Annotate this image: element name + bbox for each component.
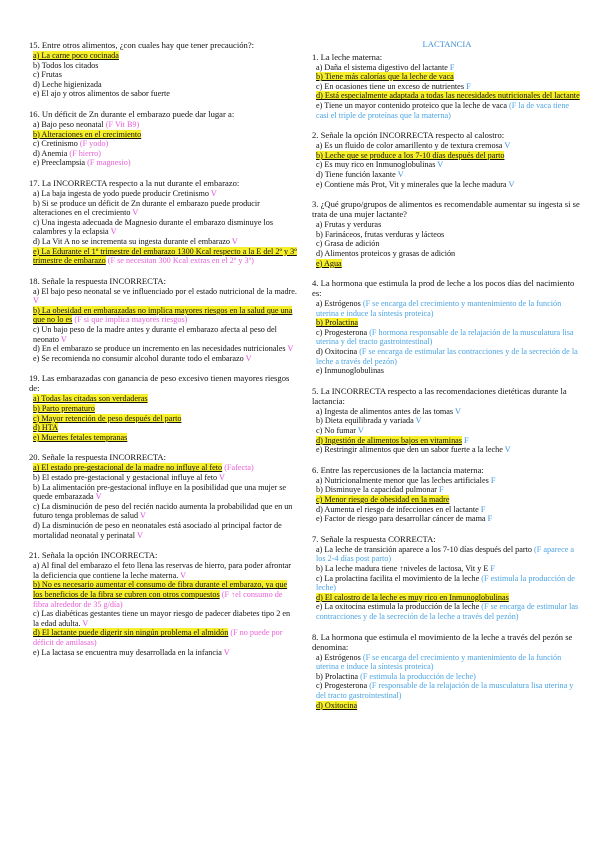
question-block	[29, 373, 297, 442]
answer-text: a) La carne poco cocinada	[33, 51, 119, 60]
answer-option	[33, 433, 297, 443]
answer-text: d) Anemia	[33, 148, 68, 158]
question-block	[312, 130, 582, 189]
answer-mark: V	[138, 511, 146, 521]
answer-text: a) El estado pre-gestacional de la madre no influye al feto	[33, 463, 223, 473]
answer-option	[33, 199, 297, 218]
answer-text: e) Contiene más Prot, Vit y minerales que la leche madura	[316, 179, 507, 189]
answer-option	[316, 141, 582, 151]
answer-option	[316, 72, 582, 82]
answer-text: b) Dieta equilibrada y variada	[316, 416, 414, 426]
answer-option	[316, 347, 582, 366]
answer-mark: V	[413, 416, 422, 426]
answer-option	[316, 151, 582, 161]
answer-note: (F se encarga del crecimiento y mantenimiento de la función uterina e induce la síntesis proteica)	[316, 299, 562, 318]
answer-note: (F hierro)	[67, 148, 101, 158]
answer-option	[33, 237, 297, 247]
answer-option	[316, 259, 582, 269]
answer-option	[33, 189, 297, 199]
answer-option	[33, 414, 297, 424]
answer-mark: V	[229, 236, 238, 246]
answer-option	[316, 476, 582, 486]
answer-text: e) Se recomienda no consumir alcohol durante todo el embarazo	[33, 353, 244, 363]
answer-mark: V	[243, 353, 252, 363]
answer-option	[316, 63, 582, 73]
answer-note: (Fafecta)	[222, 463, 254, 473]
question-text: 18. Señale la respuesta INCORRECTA:	[29, 275, 167, 286]
question-block	[312, 534, 582, 622]
answer-option	[33, 561, 297, 580]
answer-option	[33, 70, 297, 80]
question-block	[29, 109, 297, 168]
answer-option	[316, 180, 582, 190]
answer-text: b) Si se produce un déficit de Zn durante el embarazo puede producir alteraciones en el crecimiento	[33, 198, 260, 218]
answer-note: (F Vit B9)	[103, 119, 140, 129]
answer-text: a) Nutricionalmente menor que las leches artificiales	[316, 475, 489, 485]
answer-option	[316, 681, 582, 700]
answer-mark: V	[178, 570, 187, 580]
question-text: 17. La INCORRECTA respecto a la nut durante el embarazo:	[29, 177, 240, 188]
question-block	[312, 278, 582, 376]
answer-option	[316, 160, 582, 170]
answer-option	[316, 593, 582, 603]
answer-mark: V	[33, 296, 39, 306]
answer-mark: V	[93, 492, 102, 502]
question-block	[312, 199, 582, 268]
answer-option	[33, 521, 297, 540]
answer-mark: V	[108, 227, 117, 237]
answer-text: b) Leche que se produce a los 7-10 días después del parto	[316, 150, 505, 160]
answer-mark: F	[488, 475, 496, 485]
answer-note: (F yodo)	[77, 139, 109, 149]
answer-option	[316, 101, 582, 120]
question-block	[29, 452, 297, 540]
answer-option	[316, 653, 582, 672]
answer-text: d) Está especialmente adaptada a todas las necesidades nutricionales del lactante	[316, 91, 580, 101]
answer-option	[316, 495, 582, 505]
answer-text: d) El lactante puede digerir sin ningún problema el almidón	[33, 628, 229, 638]
answer-mark: V	[435, 160, 444, 170]
answer-note: (F la de vaca tiene casi el triple de proteínas que la materna)	[316, 100, 570, 120]
answer-option	[33, 306, 297, 325]
answer-text: d) Oxitocina	[316, 700, 358, 710]
answer-text: c) Grasa de adición	[316, 239, 380, 249]
answer-text: c) Cretinismo	[33, 139, 78, 149]
answer-mark: V	[502, 141, 511, 151]
question-block	[312, 465, 582, 524]
answer-option	[33, 354, 297, 364]
answer-text: b) Tiene más calorías que la leche de vaca	[316, 72, 454, 82]
answer-text: c) Mayor retención de peso después del parto	[33, 413, 182, 423]
answer-text: a) Ingesta de alimentos antes de las tomas	[316, 406, 454, 416]
answer-text: b) Todos los citados	[33, 60, 99, 70]
answer-text: e) Preeclampsia	[33, 158, 86, 168]
answer-option	[33, 404, 297, 414]
answer-mark: F	[485, 514, 493, 524]
answer-text: b) Parto prematuro	[33, 404, 95, 414]
answer-text: c) No fumar	[316, 426, 357, 436]
answer-option	[33, 394, 297, 404]
answer-mark: V	[58, 334, 67, 344]
answer-text: a) Estrógenos	[316, 652, 361, 662]
answer-text: c) Progesterona	[316, 681, 368, 691]
answer-option	[316, 602, 582, 621]
answer-mark: V	[453, 406, 461, 416]
answer-text: b) Prolactina	[316, 671, 359, 681]
question-text: 20. Señale la respuesta INCORRECTA:	[29, 452, 167, 463]
answer-option	[316, 564, 582, 574]
answer-text: a) La leche de transición aparece a los 7-10 días después del parto	[316, 544, 532, 554]
answer-option	[33, 344, 297, 354]
answer-text: a) Es un fluido de color amarillento y de textura cremosa	[316, 141, 503, 151]
right-column	[312, 40, 582, 720]
answer-option	[316, 366, 582, 376]
answer-option	[316, 91, 582, 101]
answer-option	[316, 170, 582, 180]
answer-text: b) El estado pre-gestacional y gestacional influye al feto	[33, 473, 218, 482]
answer-text: d) Leche higienizada	[33, 79, 102, 89]
answer-option	[316, 672, 582, 682]
answer-note: (F responsable de la relajación de la musculatura lisa uterina y del tracto gastrointestinal)	[316, 681, 574, 700]
answer-mark: V	[221, 647, 230, 657]
answer-option	[316, 82, 582, 92]
answer-note: (F estimula la producción de leche)	[316, 573, 575, 593]
answer-option	[316, 407, 582, 417]
answer-text: d) La Vit A no se incrementa su ingesta durante el embarazo	[33, 236, 230, 246]
answer-option	[33, 51, 297, 61]
answer-option	[316, 249, 582, 259]
answer-text: c) Menor riesgo de obesidad en la madre	[316, 495, 450, 504]
answer-option	[33, 463, 297, 473]
answer-text: b) Farináceos, frutas verduras y lácteos	[316, 229, 445, 239]
left-column	[29, 40, 297, 667]
answer-text: d) Aumenta el riesgo de infecciones en el lactante	[316, 504, 479, 514]
answer-mark: V	[502, 445, 511, 455]
answer-mark: V	[135, 530, 143, 540]
answer-mark: V	[208, 188, 217, 198]
answer-text: e) Factor de riesgo para desarrollar cáncer de mama	[316, 514, 486, 524]
answer-note: (F se encarga del crecimiento y mantenimiento de la función uterina e induce la síntesis proteica)	[316, 652, 562, 672]
answer-option	[316, 239, 582, 249]
answer-text: b) Disminuye la capacidad pulmonar	[316, 485, 437, 495]
answer-text: c) Un bajo peso de la madre antes y durante el embarazo afecta al peso del neonato	[33, 325, 277, 344]
question-block	[29, 276, 297, 364]
answer-text: a) El bajo peso neonatal se ve influenciado por el estado nutricional de la madre.	[33, 286, 297, 296]
question-block	[29, 40, 297, 99]
answer-mark: F	[488, 563, 495, 573]
answer-text: d) Tiene función laxante	[316, 169, 396, 179]
answer-mark: V	[506, 179, 515, 189]
answer-text: d) La disminución de peso en neonatales está asociado al principal factor de mortalidad neonatal y perinatal	[33, 520, 282, 540]
question-text: 16. Un déficit de Zn durante el embarazo puede dar lugar a:	[29, 108, 235, 119]
question-text: 2. Señale la opción INCORRECTA respecto al calostro:	[312, 130, 505, 141]
question-text: 3. ¿Qué grupo/grupos de alimentos es recomendable aumentar su ingesta si se trata de una mujer lactante?	[312, 199, 580, 220]
question-text: 6. Entre las repercusiones de la lactancia materna:	[312, 464, 484, 475]
answer-option	[33, 158, 297, 168]
answer-text: b) Prolactina	[316, 318, 359, 328]
answer-text: b) La alimentación pre-gestacional influye en la posibilidad que una mujer se quede embarazada	[33, 482, 287, 502]
answer-text: b) La obesidad en embarazadas no implica mayores riesgos en la salud que una que no lo es	[33, 305, 293, 325]
answer-option	[33, 247, 297, 266]
answer-text: a) La baja ingesta de yodo puede producir Cretinismo	[33, 188, 209, 198]
question-block	[312, 386, 582, 455]
answer-text: e) Inmunoglobulinas	[316, 366, 384, 376]
answer-text: d) En el embarazo se produce un incremento en las necesidades nutricionales	[33, 344, 286, 354]
answer-text: c) La prolactina facilita el movimiento de la leche	[316, 573, 480, 583]
answer-mark: F	[464, 81, 471, 91]
answer-note: (F hormona responsable de la relajación de la musculatura lisa uterina y del tracto gastrointestinal)	[316, 327, 574, 347]
answer-option	[33, 287, 297, 306]
answer-text: e) Muertes fetales tempranas	[33, 432, 128, 442]
answer-option	[316, 220, 582, 230]
answer-mark: V	[217, 473, 225, 482]
answer-option	[316, 545, 582, 564]
question-text: 5. La INCORRECTA respecto a las recomendaciones dietéticas durante la lactancia:	[312, 385, 567, 406]
answer-option	[33, 61, 297, 71]
answer-text: d) Ingestión de alimentos bajos en vitaminas	[316, 435, 462, 445]
answer-option	[316, 505, 582, 515]
question-text: 7. Señale la respuesta CORRECTA:	[312, 533, 436, 544]
question-text: 1. La leche materna:	[312, 51, 383, 62]
answer-option	[316, 426, 582, 436]
answer-text: c) Progesterona	[316, 327, 368, 337]
answer-option	[316, 445, 582, 455]
question-block	[29, 550, 297, 657]
answer-text: e) Agua	[316, 258, 342, 268]
answer-note: (F se encarga de estimular las contracciones y de la secreción de la leche a través del pezón)	[316, 347, 578, 366]
answer-option	[33, 120, 297, 130]
answer-text: d) Alimentos proteicos y grasas de adición	[316, 248, 456, 258]
answer-option	[316, 299, 582, 318]
answer-option	[33, 609, 297, 628]
answer-mark: F	[478, 504, 486, 514]
answer-mark: V	[130, 208, 139, 218]
answer-text: c) Las diabéticas gestantes tiene un mayor riesgo de padecer diabetes tipo 2 en la edad adulta.	[33, 609, 291, 628]
answer-mark: F	[447, 62, 455, 72]
answer-note: (F se necesitan 300 Kcal extras en el 2º y 3º)	[105, 256, 254, 266]
answer-note: (F si que implica mayores riesgos)	[72, 315, 188, 325]
answer-mark: V	[285, 344, 294, 354]
answer-option	[316, 318, 582, 328]
answer-option	[33, 89, 297, 99]
answer-text: e) La lactasa se encuentra muy desarrollada en la infancia	[33, 647, 222, 657]
answer-text: e) La Edurante el 1º trimestre del embarazo 1300 Kcal respecto a la E del 2º y 3º trimestre de embarazo	[33, 246, 297, 266]
answer-text: d) HTA	[33, 423, 59, 433]
answer-mark: V	[395, 169, 404, 179]
answer-option	[33, 80, 297, 90]
question-block	[312, 632, 582, 711]
answer-text: b) La leche madura tiene ↑niveles de lactosa, Vit y E	[316, 563, 489, 573]
question-text: 4. La hormona que estimula la prod de leche a los pocos días del nacimiento es:	[312, 278, 575, 299]
answer-text: c) Una ingesta adecuada de Magnesio durante el embarazo disminuye los calambres y la eclapsia	[33, 217, 274, 237]
section-heading: LACTANCIA	[422, 39, 472, 49]
answer-text: e) El ajo y otros alimentos de sabor fuerte	[33, 89, 170, 99]
answer-text: a) Al final del embarazo el feto llena las reservas de hierro, para poder afrontar la deficiencia que contiene la leche materna.	[33, 561, 292, 580]
answer-text: a) Frutas y verduras	[316, 220, 382, 230]
answer-text: a) Estrógenos	[316, 299, 361, 309]
answer-text: a) Bajo peso neonatal	[33, 119, 104, 129]
answer-note: (F estimula la producción de leche)	[358, 671, 476, 681]
answer-mark: F	[436, 485, 444, 495]
answer-option	[316, 230, 582, 240]
answer-mark: V	[356, 426, 364, 436]
answer-mark: F	[461, 435, 469, 445]
answer-option	[33, 149, 297, 159]
answer-option	[316, 485, 582, 495]
answer-note: (F ↑el consumo de fibra alrededor de 35 g/día)	[33, 589, 283, 609]
question-text: 21. Señala la opción INCORRECTA:	[29, 550, 158, 561]
answer-option	[316, 574, 582, 593]
answer-option	[33, 139, 297, 149]
question-text: 19. Las embarazadas con ganancia de peso excesivo tienen mayores riesgos de:	[29, 373, 290, 394]
answer-option	[33, 423, 297, 433]
answer-option	[316, 701, 582, 711]
question-text: 15. Entre otros alimentos, ¿con cuales hay que tener precaución?:	[29, 40, 255, 50]
answer-option	[33, 325, 297, 344]
answer-option	[316, 436, 582, 446]
answer-text: a) Daña el sistema digestivo del lactante	[316, 62, 448, 72]
answer-note: (F magnesio)	[85, 158, 131, 168]
answer-option	[316, 514, 582, 524]
answer-text: d) El calostro de la leche es muy rico en Inmunoglobulinas	[316, 592, 509, 602]
answer-option	[33, 648, 297, 658]
answer-text: c) Frutas	[33, 70, 62, 80]
answer-option	[33, 473, 297, 483]
answer-note: (F se encarga de estimular las contracciones y de la secreción de la leche a través del pezón)	[316, 602, 579, 621]
answer-text: c) La disminución de peso del recién nacido aumenta la probabilidad que en un futuro tenga problemas de salud	[33, 501, 293, 521]
question-text: 8. La hormona que estimula el movimiento de la leche a través del pezón se denomina:	[312, 631, 573, 652]
answer-note: (F no puede por déficit de amilasas)	[33, 628, 283, 647]
answer-text: a) Todas las citadas son verdaderas	[33, 394, 148, 404]
answer-text: c) Es muy rico en Inmunoglobulinas	[316, 160, 436, 170]
answer-option	[33, 218, 297, 237]
answer-option	[316, 328, 582, 347]
answer-option	[33, 628, 297, 647]
answer-option	[316, 416, 582, 426]
answer-text: b) No es necesario aumentar el consumo de fibra durante el embarazo, ya que los beneficios de la fibra se cubren con otros compuestos	[33, 580, 288, 599]
answer-option	[33, 483, 297, 502]
answer-text: c) En ocasiones tiene un exceso de nutrientes	[316, 81, 465, 91]
answer-option	[33, 580, 297, 609]
answer-text: e) Tiene un mayor contenido proteico que la leche de vaca	[316, 100, 507, 110]
answer-option	[33, 502, 297, 521]
answer-text: e) Restringir alimentos que den un sabor fuerte a la leche	[316, 445, 503, 455]
answer-text: b) Alteraciones en el crecimiento	[33, 129, 142, 139]
answer-option	[33, 130, 297, 140]
answer-mark: V	[80, 618, 89, 628]
answer-text: d) Oxitocina	[316, 347, 358, 357]
question-block	[29, 178, 297, 266]
answer-note: (F aparece a los 2-4 días post parto)	[316, 544, 575, 564]
answer-text: e) La oxitocina estimula la producción de la leche	[316, 602, 480, 612]
question-block	[312, 52, 582, 121]
